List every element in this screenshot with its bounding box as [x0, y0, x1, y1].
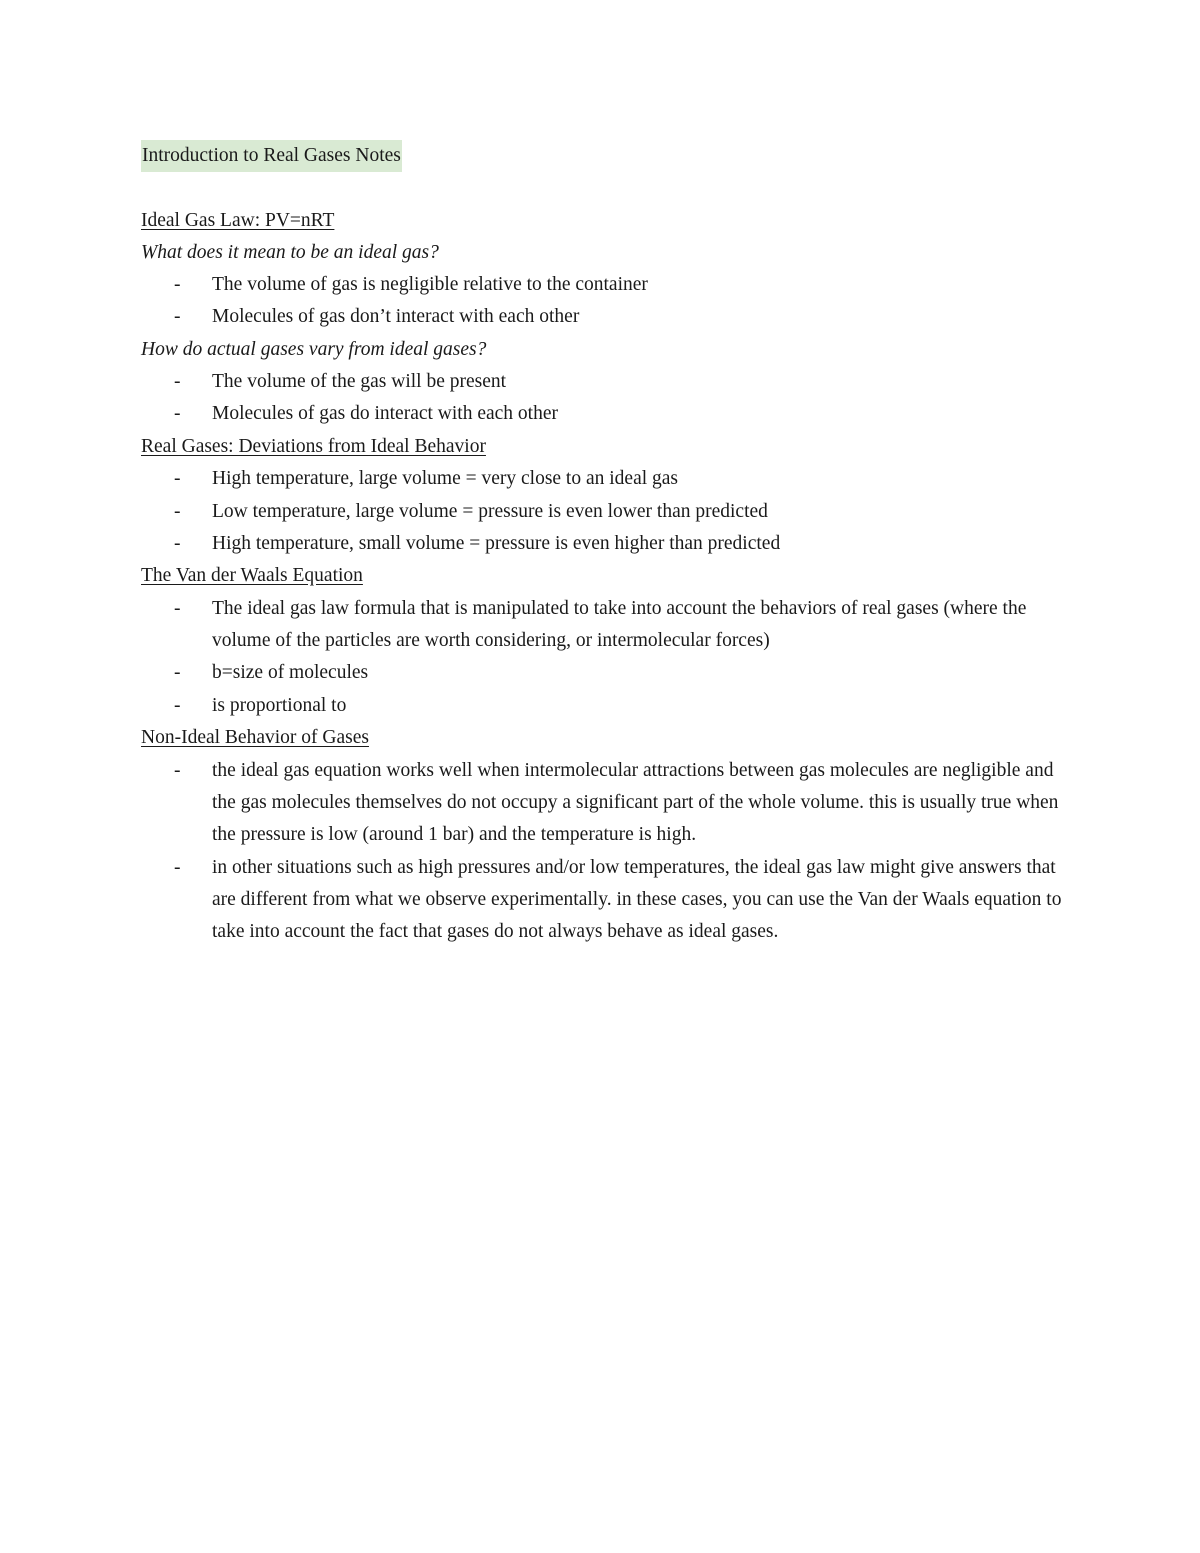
bullet-dash: - [174, 274, 181, 295]
list-item-text: is proportional to [212, 695, 347, 716]
bullet-dash: - [174, 598, 181, 619]
list-item-text: the ideal gas equation works well when intermolecular attractions between gas molecules are negligible and the gas molecules themselves do not occupy a significant part of the whole volume. this is usually true when the pressure is low (around 1 bar) and the temperature is high. [212, 760, 1059, 845]
list-item-text: Low temperature, large volume = pressure is even lower than predicted [212, 501, 768, 522]
list-item [141, 755, 1071, 851]
list-item [141, 690, 1071, 722]
bullet-dash: - [174, 468, 181, 489]
list-item-text: Molecules of gas don’t interact with each other [212, 306, 580, 327]
bullet-dash: - [174, 371, 181, 392]
list-item [141, 852, 1071, 948]
bullet-dash: - [174, 695, 181, 716]
bullet-dash: - [174, 857, 181, 878]
heading-ideal-gas-law: Ideal Gas Law: PV=nRT [141, 210, 335, 231]
list-item-text: High temperature, large volume = very close to an ideal gas [212, 468, 679, 489]
bullet-dash: - [174, 760, 181, 781]
list-item-text: b=size of molecules [212, 662, 369, 683]
list-item-text: The volume of gas is negligible relative to the container [212, 274, 648, 295]
list-item-text: The ideal gas law formula that is manipulated to take into account the behaviors of real gases (where the volume of the particles are worth considering, or intermolecular forces) [212, 598, 1027, 651]
bullet-dash: - [174, 403, 181, 424]
list-item [141, 366, 1071, 398]
list-item [141, 269, 1071, 301]
document-title: Introduction to Real Gases Notes [141, 140, 402, 172]
bullet-dash: - [174, 306, 181, 327]
heading-non-ideal-behavior: Non-Ideal Behavior of Gases [141, 727, 369, 748]
list-item-text: in other situations such as high pressures and/or low temperatures, the ideal gas law might give answers that are different from what we observe experimentally. in these cases, you can use the Van der Waals equation to take into account the fact that gases do not always behave as ideal gases. [212, 857, 1062, 942]
list-item [141, 657, 1071, 689]
bullet-dash: - [174, 662, 181, 683]
list-item [141, 496, 1071, 528]
list-item-text: High temperature, small volume = pressure is even higher than predicted [212, 533, 781, 554]
list-item-text: The volume of the gas will be present [212, 371, 507, 392]
heading-real-gases-deviations: Real Gases: Deviations from Ideal Behavior [141, 436, 486, 457]
bullet-dash: - [174, 533, 181, 554]
list-item [141, 463, 1071, 495]
bullet-dash: - [174, 501, 181, 522]
list-item-text: Molecules of gas do interact with each other [212, 403, 559, 424]
list-item [141, 593, 1071, 657]
list-item [141, 398, 1071, 430]
heading-van-der-waals: The Van der Waals Equation [141, 565, 363, 586]
question-actual-gases: How do actual gases vary from ideal gases? [141, 339, 487, 360]
list-item [141, 301, 1071, 333]
list-item [141, 528, 1071, 560]
question-ideal-gas: What does it mean to be an ideal gas? [141, 242, 439, 263]
